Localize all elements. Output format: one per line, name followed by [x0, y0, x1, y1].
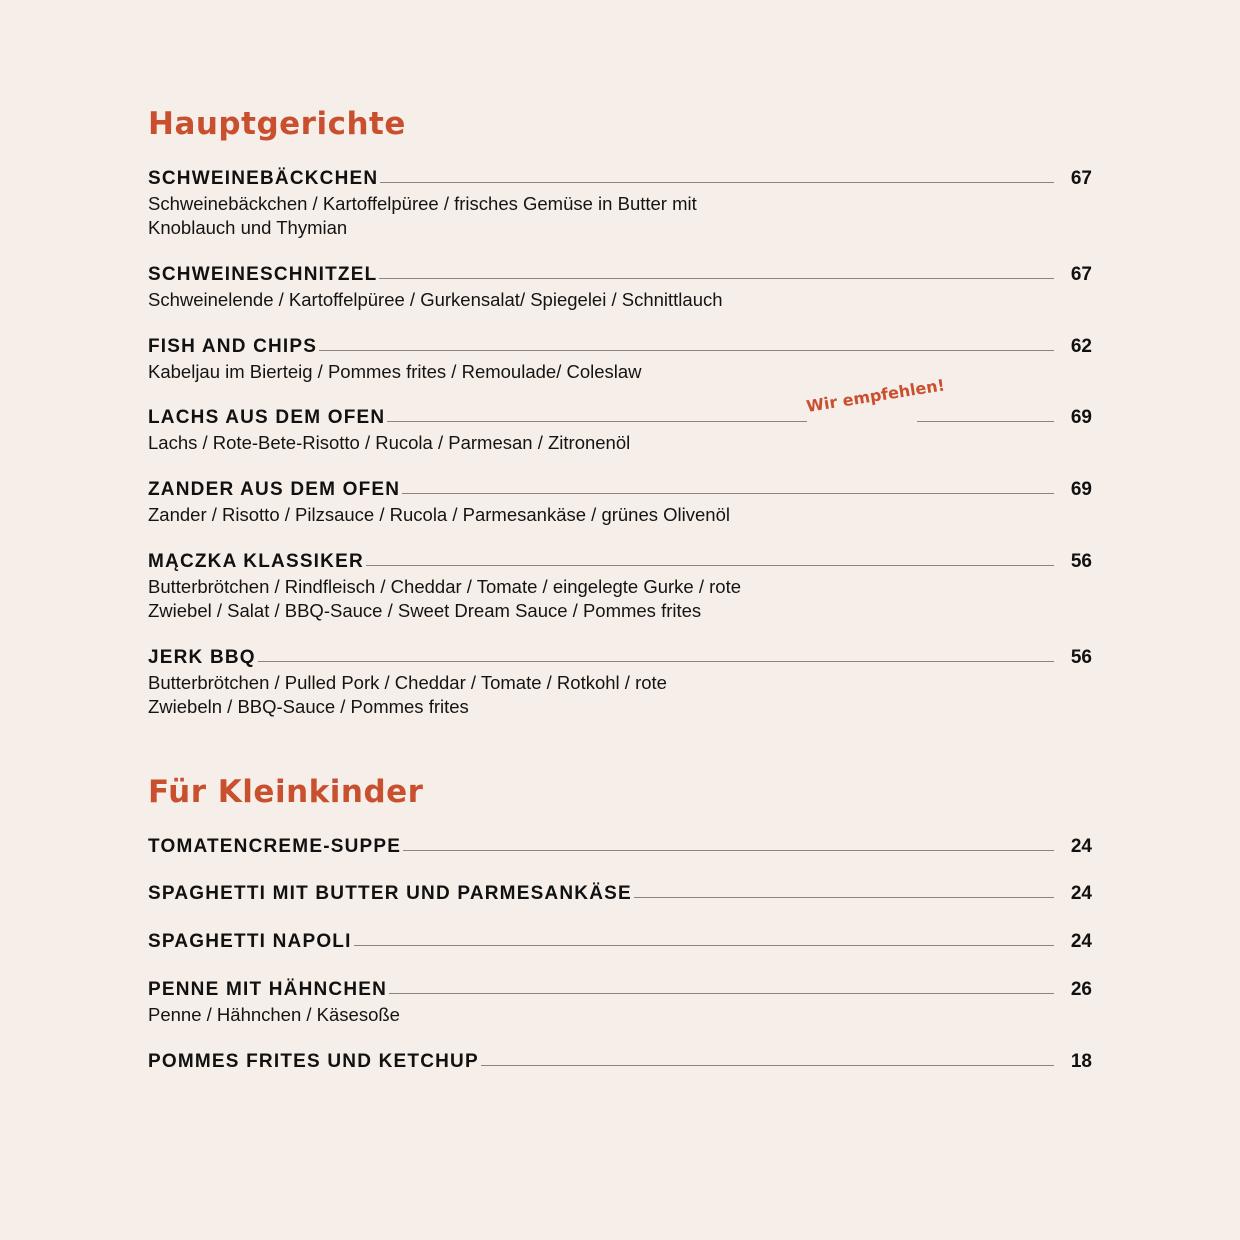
menu-item [148, 883, 1092, 907]
item-price: 24 [1070, 931, 1092, 952]
item-price: 56 [1070, 647, 1092, 668]
recommend-badge: Wir empfehlen! [805, 375, 947, 416]
item-name: TOMATENCREME-SUPPE [148, 836, 402, 857]
leader-line [481, 1065, 1054, 1066]
menu-item [148, 264, 1092, 312]
menu-item [148, 551, 1092, 623]
item-name: SCHWEINESCHNITZEL [148, 264, 378, 285]
menu-item [148, 1051, 1092, 1075]
item-name: SPAGHETTI MIT BUTTER UND PARMESANKÄSE [148, 883, 632, 904]
item-price: 56 [1070, 551, 1092, 572]
item-name: SCHWEINEBÄCKCHEN [148, 168, 379, 189]
item-description: Zander / Risotto / Pilzsauce / Rucola / Parmesankäse / grünes Olivenöl [148, 504, 730, 525]
item-description: Schweinelende / Kartoffelpüree / Gurkensalat/ Spiegelei / Schnittlauch [148, 289, 723, 310]
menu-item [148, 407, 1092, 455]
item-name: FISH AND CHIPS [148, 336, 318, 357]
leader-line [634, 897, 1054, 898]
section-title-main: Hauptgerichte [148, 106, 406, 142]
leader-line [354, 945, 1054, 946]
leader-line [389, 993, 1054, 994]
leader-line [380, 182, 1054, 183]
item-price: 62 [1070, 336, 1092, 357]
item-description: Lachs / Rote-Bete-Risotto / Rucola / Parmesan / Zitronenöl [148, 432, 631, 453]
item-price: 69 [1070, 479, 1092, 500]
item-price: 67 [1070, 168, 1092, 189]
item-name: JERK BBQ [148, 647, 256, 668]
leader-line [402, 493, 1054, 494]
item-description: Penne / Hähnchen / Käsesoße [148, 1004, 400, 1025]
item-name: PENNE MIT HÄHNCHEN [148, 979, 388, 1000]
menu-item [148, 979, 1092, 1027]
item-price: 18 [1070, 1051, 1092, 1072]
leader-line [379, 278, 1054, 279]
menu-item [148, 836, 1092, 860]
item-price: 24 [1070, 883, 1092, 904]
menu-item [148, 647, 1092, 719]
item-name: LACHS AUS DEM OFEN [148, 407, 386, 428]
menu-item [148, 931, 1092, 955]
item-name: ZANDER AUS DEM OFEN [148, 479, 401, 500]
item-description: Butterbrötchen / Rindfleisch / Cheddar / Tomate / eingelegte Gurke / rote Zwiebel / Salat / BBQ-Sauce / Sweet Dream Sauce / Pommes frites [148, 576, 742, 621]
item-price: 69 [1070, 407, 1092, 428]
item-description: Butterbrötchen / Pulled Pork / Cheddar / Tomate / Rotkohl / rote Zwiebeln / BBQ-Sauce / Pommes frites [148, 672, 667, 717]
menu-item [148, 168, 1092, 240]
item-name: SPAGHETTI NAPOLI [148, 931, 352, 952]
leader-line [258, 661, 1054, 662]
item-name: POMMES FRITES UND KETCHUP [148, 1051, 479, 1072]
leader-line [387, 422, 1054, 423]
item-name: MĄCZKA KLASSIKER [148, 551, 364, 572]
item-description: Schweinebäckchen / Kartoffelpüree / frisches Gemüse in Butter mit Knoblauch und Thymian [148, 193, 697, 238]
item-price: 67 [1070, 264, 1092, 285]
menu-item [148, 336, 1092, 384]
leader-line [403, 850, 1054, 851]
menu-item [148, 479, 1092, 527]
item-price: 24 [1070, 836, 1092, 857]
section-title-kids: Für Kleinkinder [148, 774, 424, 810]
item-price: 26 [1070, 979, 1092, 1000]
leader-line [366, 565, 1054, 566]
item-description: Kabeljau im Bierteig / Pommes frites / Remoulade/ Coleslaw [148, 361, 642, 382]
leader-line [319, 350, 1054, 351]
